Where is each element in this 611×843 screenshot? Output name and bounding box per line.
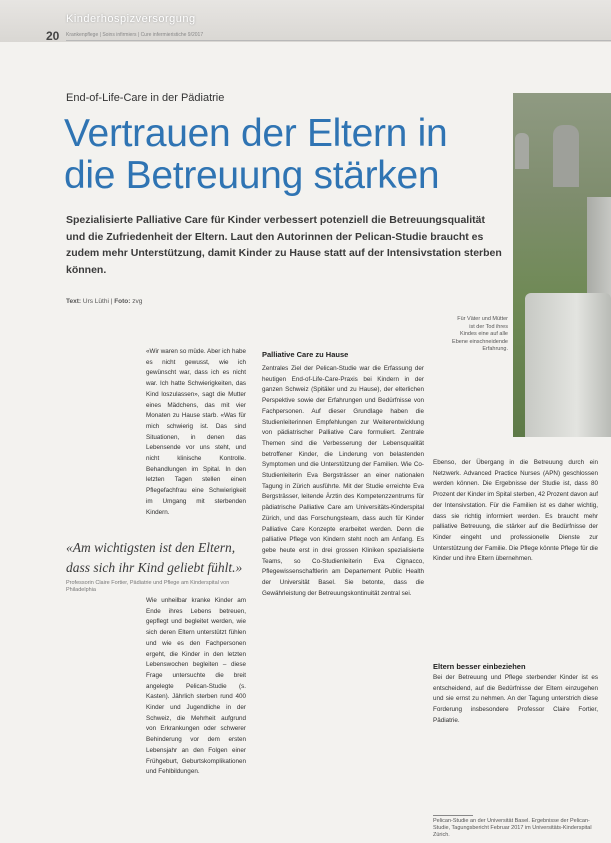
body-paragraph: Bei der Betreuung und Pflege sterbender Kinder ist es entscheidend, auf die Bedürfnisse der Eltern einzugehen und sie ernst zu nehmen. An der Tagung unterstrich diese Forderung insbesondere Professor Claire Fortier, Pädiatrie. [433, 674, 598, 724]
body-paragraph: Wie unheilbar kranke Kinder am Ende ihres Lebens betreuen, gepflegt und begleitet werden, wie sich deren Eltern unterstützt fühlen und wie es den Fachpersonen ergeht, die Kinder in den letzten Lebenswochen begleiten – diese Frage untersuchte die breit angelegte Pelican-Studie (s. Kasten). Jährlich sterben rund 400 Kinder und Jugendliche in der Schweiz, die Mehrheit aufgrund von Erkrankungen oder schwerer Behinderung vor dem ersten Lebensjahr an den Folgen einer Frühgeburt, Geburtskomplikationen und Fehlbildungen. [146, 597, 246, 776]
gravestones-photo [513, 93, 611, 437]
article-credits: Text: Urs Lüthi | Foto: zvg [66, 298, 143, 305]
body-paragraph: Zentrales Ziel der Pelican-Studie war die Erfassung der heutigen End-of-Life-Care-Praxis bei Kindern in der ganzen Schweiz (Spitäler und zu Hause), der elterlichen Perspektive sowie der Erfahrungen und Bedürfnisse von Fachpersonen. Auf dieser Grundlage haben die Studienleiterinnen Empfehlungen zur Weiterentwicklung von pädiatrischer Palliative Care formuliert. Zentrale Themen sind die Verbesserung der Lebensqualität betroffener Kinder, die Linderung von belastenden Symptomen und die Unterstützung der Familien. Wie Co-Studienleiterin Eva Bergsträsser an einer nationalen Tagung in Zürich ausführte. Mit der Studie erreichte Eva Bergsträsser, leitende Ärztin des Kompetenzzentrums für pädiatrische Palliative Care am Universitäts-Kinderspital Zürich, und das Forschungsteam, dass auch für Kinder Palliative Care Konzepte erarbeitet werden. Denn die palliative Pflege von Kindern steht noch am Anfang. Es gebe heute erst in drei grossen Kliniken spezialisierte Teams, so Co-Studienleiterin Eva Cignacco, Pflegewissenschaftlerin am Departement Public Health der Universität Basel. Sie betonte, dass die Gewährleistung der Betreuungskontinuität zentral sei. [262, 365, 424, 597]
photo-caption: Für Väter und Mütter ist der Tod ihres Kindes eine auf alle Ebene einschneidende Erfahrung. [452, 316, 508, 352]
body-column-3b [433, 673, 598, 727]
subhead-parents: Eltern besser einbeziehen [433, 662, 526, 671]
stone-shape [515, 133, 529, 169]
pull-quote-attribution: Professorin Claire Fortier, Pädiatrie und Pflege am Kinderspital von Philadelphia [66, 580, 230, 593]
credits-photo-label: Foto: [114, 298, 131, 305]
article-lead: Spezialisierte Palliative Care für Kinder verbessert potenziell die Betreuungsqualität und die Zufriedenheit der Eltern. Laut den Autorinnen der Pelican-Studie braucht es zudem mehr Unterstützung, damit Kinder zu Hause statt auf der Intensivstation sterben können. [66, 214, 502, 276]
credits-text-label: Text: [66, 298, 82, 305]
credits-photo: zvg [132, 298, 143, 305]
body-paragraph: Ebenso, der Übergang in die Betreuung durch ein Netzwerk. Advanced Practice Nurses (APN) geschlossen werden können. Die Ergebnisse der Studie ist, dass 80 Prozent der Kinder im Spital sterben, 42 Prozent davon auf der Intensivstation. Für die Familien ist es daher wichtig, dass sie richtig informiert werden. Es braucht mehr palliative Betreuung, die stärker auf die Bedürfnisse der Kinder eingeht und professionelle Dienste zur Unterstützung der Familie. Die Pflege könnte Pflege für die Kinder und ihre Eltern übernehmen. [433, 459, 598, 563]
subhead-palliative: Palliative Care zu Hause [262, 350, 349, 359]
body-column-1a [146, 347, 246, 518]
body-column-1b [146, 596, 246, 778]
page-meta: Krankenpflege | Soins infirmiers | Cure infermieristiche 9/2017 [66, 32, 204, 38]
header-rule [66, 40, 611, 41]
body-paragraph: «Wir waren so müde. Aber ich habe es nicht gewusst, wie ich gewünscht war, dass ich es nicht war. Ich hatte Schwierigkeiten, das Kind loszulassen», sagt die Mutter eines Mädchens, das mit vier Monaten zu Hause starb. «Was für mich schwierig ist. Das sind Situationen, in denen das Lebensende vor uns steht, und nicht klinische Kontrolle. Behandlungen im Spital. In den letzten Tagen stellen einen Pflegefachfrau eine Schwierigkeit im Umgang mit sterbenden Kindern. [146, 348, 246, 516]
page-number: 20 [46, 29, 60, 43]
footnote-rule [433, 815, 473, 816]
section-label: Kinderhospizversorgung [66, 13, 196, 25]
header-band [0, 0, 611, 42]
pull-quote: «Am wichtigsten ist den Eltern, dass sich ihr Kind geliebt fühlt.» [66, 540, 243, 575]
credits-text: Urs Lüthi [82, 298, 109, 305]
article-kicker: End-of-Life-Care in der Pädiatrie [66, 92, 225, 104]
article-title: Vertrauen der Eltern in die Betreuung stärken [64, 112, 448, 197]
body-column-3 [433, 458, 598, 565]
stone-shape [525, 293, 611, 437]
footnote: Pelican-Studie an der Universität Basel. Ergebnisse der Pelican-Studie, Tagungsbericht Februar 2017 im Universitäts-Kinderspital Zürich. [433, 818, 592, 838]
body-column-2 [262, 364, 424, 599]
stone-shape [553, 125, 579, 187]
